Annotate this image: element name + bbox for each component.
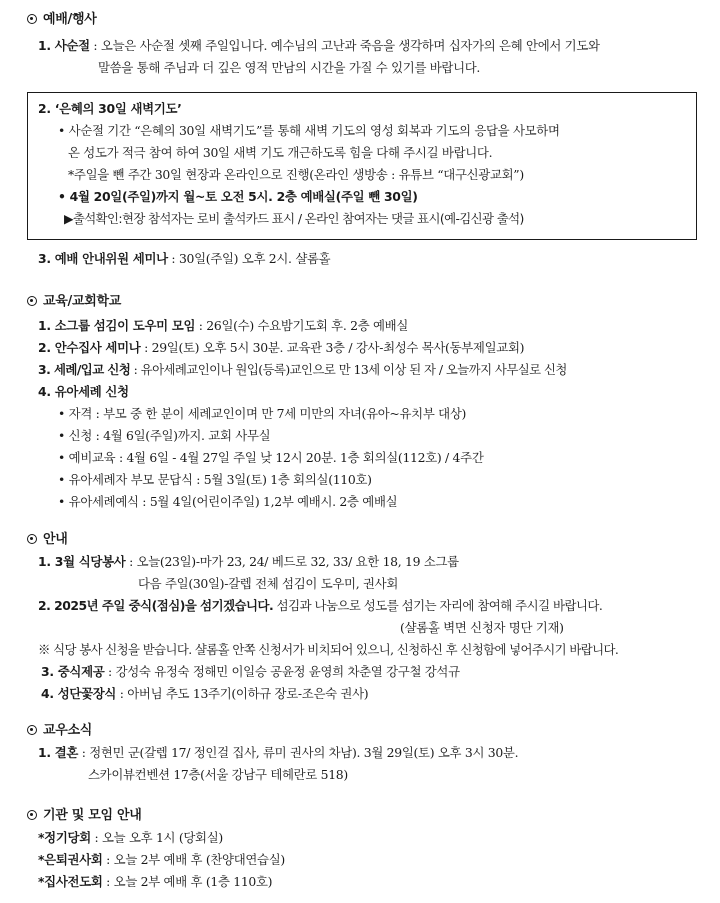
section-heading-education: 교육/교회학교	[27, 294, 121, 310]
education-item-2-label: 2. 안수집사 세미나	[38, 340, 141, 355]
members-item-1-text: : 정현민 군(갈렙 17/ 정인걸 집사, 류미 권사의 차남). 3월 29일(토) 오후 3시 30분.	[78, 745, 519, 760]
education-item-2-text: : 29일(토) 오후 5시 30분. 교육관 3층 / 강사-최성수 목사(동부제일교회)	[140, 340, 525, 355]
meeting-item-text: : 오늘 2부 예배 후 (1층 110호)	[102, 874, 273, 889]
notice-item-3-text: : 강성숙 유정숙 정해민 이일승 공윤정 윤영희 차춘열 강구철 강석규	[104, 664, 460, 679]
education-item-1-label: 1. 소그룹 섬김이 도우미 모임	[38, 318, 196, 333]
notice-item-2	[38, 598, 602, 614]
bullet-circle-icon	[27, 296, 37, 306]
education-item-1	[38, 318, 408, 334]
dawn-prayer-bullet-1-cont: 온 성도가 적극 참여 하여 30일 새벽 기도 개근하도록 힘을 다해 주시길 바랍니다.	[68, 145, 493, 160]
education-item-2	[38, 340, 524, 356]
notice-item-4	[41, 686, 368, 702]
section-heading-notice: 안내	[27, 532, 68, 548]
infant-baptism-bullet: • 유아세례자 부모 문답식 : 5월 3일(토) 1층 회의실(110호)	[58, 472, 372, 487]
dawn-prayer-note: *주일을 뺀 주간 30일 현장과 온라인으로 진행(온라인 생방송 : 유튜브 “대구신광교회”)	[68, 167, 524, 182]
infant-baptism-bullet: • 자격 : 부모 중 한 분이 세례교인이며 만 7세 미만의 자녀(유아~유치부 대상)	[58, 406, 467, 421]
notice-note: ※ 식당 봉사 신청을 받습니다. 샬롬홀 안쪽 신청서가 비치되어 있으니, 신청하신 후 신청함에 넣어주시기 바랍니다.	[38, 642, 619, 657]
worship-item-1	[38, 38, 600, 54]
bullet-circle-icon	[27, 14, 37, 24]
dawn-prayer-schedule: • 4월 20일(주일)까지 월~토 오전 5시. 2층 예배실(주일 뺀 30일)	[58, 189, 418, 204]
worship-item-1-text-cont: 말씀을 통해 주님과 더 깊은 영적 만남의 시간을 가질 수 있기를 바랍니다.	[98, 60, 481, 75]
worship-item-3-label: 3. 예배 안내위원 세미나	[38, 251, 168, 266]
worship-item-1-text: : 오늘은 사순절 셋째 주일입니다. 예수님의 고난과 죽음을 생각하며 십자가의 은혜 안에서 기도와	[89, 38, 600, 53]
section-heading-members: 교우소식	[27, 723, 92, 739]
bullet-circle-icon	[27, 725, 37, 735]
notice-item-3	[41, 664, 460, 680]
members-item-1-label: 1. 결혼	[38, 745, 79, 760]
education-item-3	[38, 362, 567, 378]
dawn-prayer-bullet-1: • 사순절 기간 “은혜의 30일 새벽기도”를 통해 새벽 기도의 영성 회복과 기도의 응답을 사모하며	[58, 123, 560, 138]
dawn-prayer-attendance: ▶출석확인:현장 참석자는 로비 출석카드 표시 / 온라인 참여자는 댓글 표시(예-김신광 출석)	[64, 211, 524, 226]
dawn-prayer-title: 2. ‘은혜의 30일 새벽기도’	[38, 101, 182, 116]
worship-item-1-label: 1. 사순절	[38, 38, 90, 53]
notice-item-2-label: 2. 2025년 주일 중식(점심)을 섬기겠습니다.	[38, 598, 274, 613]
notice-item-3-label: 3. 중식제공	[41, 664, 105, 679]
section-heading-worship: 예배/행사	[27, 12, 96, 28]
notice-item-1-text: : 오늘(23일)-마가 23, 24/ 베드로 32, 33/ 요한 18, 19 소그룹	[125, 554, 459, 569]
meeting-item	[38, 874, 272, 890]
bullet-circle-icon	[27, 534, 37, 544]
worship-item-3	[38, 251, 330, 267]
education-item-3-label: 3. 세례/입교 신청	[38, 362, 131, 377]
notice-item-4-label: 4. 성단꽃장식	[41, 686, 117, 701]
education-item-3-text: : 유아세례교인이나 원입(등록)교인으로 만 13세 이상 된 자 / 오늘까지 사무실로 신청	[130, 362, 567, 377]
meeting-item-label: *집사전도회	[38, 874, 103, 889]
notice-item-1	[38, 554, 459, 570]
section-heading-meetings: 기관 및 모임 안내	[27, 808, 141, 824]
meeting-item-label: *정기당회	[38, 830, 91, 845]
meeting-item	[38, 830, 223, 846]
infant-baptism-bullet: • 신청 : 4월 6일(주일)까지. 교회 사무실	[58, 428, 271, 443]
infant-baptism-bullet: • 유아세례예식 : 5월 4일(어린이주일) 1,2부 예배시. 2층 예배실	[58, 494, 398, 509]
meeting-item-text: : 오늘 오후 1시 (당회실)	[90, 830, 223, 845]
notice-item-1-label: 1. 3월 식당봉사	[38, 554, 126, 569]
meeting-item-label: *은퇴권사회	[38, 852, 103, 867]
education-item-4-label: 4. 유아세례 신청	[38, 384, 129, 399]
bullet-circle-icon	[27, 810, 37, 820]
meeting-item-text: : 오늘 2부 예배 후 (찬양대연습실)	[102, 852, 285, 867]
notice-item-1-text-cont: 다음 주일(30일)-갈렙 전체 섬김이 도우미, 권사회	[138, 576, 399, 591]
notice-item-2-text-cont: (샬롬홀 벽면 신청자 명단 기재)	[400, 620, 564, 635]
notice-item-2-text: 섬김과 나눔으로 성도를 섬기는 자리에 참여해 주시길 바랍니다.	[273, 598, 603, 613]
members-item-1	[38, 745, 518, 761]
notice-item-4-text: : 아버님 추도 13주기(이하규 장로-조은숙 권사)	[116, 686, 369, 701]
members-item-1-text-cont: 스카이뷰컨벤션 17층(서울 강남구 테헤란로 518)	[88, 767, 348, 782]
meeting-item	[38, 852, 285, 868]
education-item-1-text: : 26일(수) 수요밤기도회 후. 2층 예배실	[195, 318, 409, 333]
infant-baptism-bullet: • 예비교육 : 4월 6일 - 4월 27일 주일 낮 12시 20분. 1층 회의실(112호) / 4주간	[58, 450, 484, 465]
worship-item-3-text: : 30일(주일) 오후 2시. 샬롬홀	[167, 251, 331, 266]
